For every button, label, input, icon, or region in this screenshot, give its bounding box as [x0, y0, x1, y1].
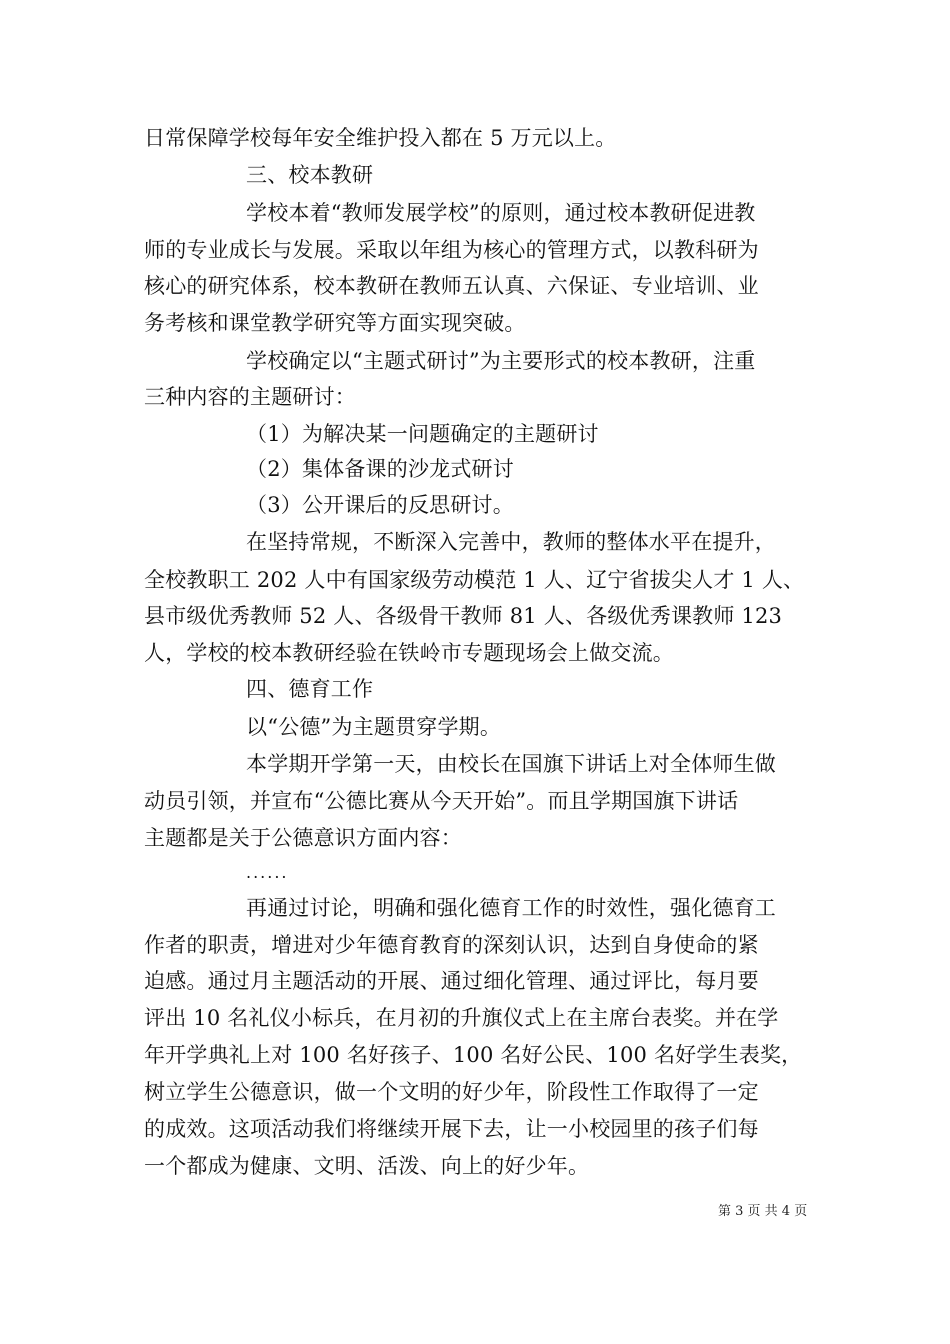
body-line: 的成效。这项活动我们将继续开展下去，让一小校园里的孩子们每 — [144, 1117, 759, 1141]
body-line: 主题都是关于公德意识方面内容： — [144, 826, 462, 850]
body-line: 年开学典礼上对 100 名好孩子、100 名好公民、100 名好学生表奖， — [144, 1043, 803, 1067]
body-line: 迫感。通过月主题活动的开展、通过细化管理、通过评比，每月要 — [144, 969, 759, 993]
body-line: 务考核和课堂教学研究等方面实现突破。 — [144, 311, 526, 335]
paragraph-first-line: 学校确定以“主题式研讨”为主要形式的校本教研，注重 — [246, 349, 756, 373]
ellipsis-line: ...... — [246, 863, 289, 882]
paragraph-first-line: 本学期开学第一天，由校长在国旗下讲话上对全体师生做 — [246, 752, 776, 776]
body-line: 核心的研究体系，校本教研在教师五认真、六保证、专业培训、业 — [144, 274, 759, 298]
body-line: 一个都成为健康、文明、活泼、向上的好少年。 — [144, 1154, 590, 1178]
section-heading: 四、德育工作 — [246, 677, 374, 701]
body-line: 树立学生公德意识，做一个文明的好少年，阶段性工作取得了一定 — [144, 1080, 759, 1104]
paragraph-first-line: 以“公德”为主题贯穿学期。 — [246, 715, 502, 739]
body-line: 日常保障学校每年安全维护投入都在 5 万元以上。 — [144, 126, 617, 150]
list-item: （3）公开课后的反思研讨。 — [246, 493, 514, 517]
page-number: 第 3 页 共 4 页 — [718, 1204, 808, 1219]
paragraph-first-line: 再通过讨论，明确和强化德育工作的时效性，强化德育工 — [246, 896, 776, 920]
body-line: 人，学校的校本教研经验在铁岭市专题现场会上做交流。 — [144, 641, 674, 665]
body-line: 全校教职工 202 人中有国家级劳动模范 1 人、辽宁省拔尖人才 1 人、 — [144, 568, 805, 592]
body-line: 作者的职责，增进对少年德育教育的深刻认识，达到自身使命的紧 — [144, 933, 759, 957]
paragraph-first-line: 学校本着“教师发展学校”的原则，通过校本教研促进教 — [246, 201, 756, 225]
body-line: 三种内容的主题研讨： — [144, 385, 356, 409]
body-line: 动员引领，并宣布“公德比赛从今天开始”。而且学期国旗下讲话 — [144, 789, 739, 813]
body-line: 县市级优秀教师 52 人、各级骨干教师 81 人、各级优秀课教师 123 — [144, 604, 783, 628]
body-line: 师的专业成长与发展。采取以年组为核心的管理方式，以教科研为 — [144, 238, 759, 262]
section-heading: 三、校本教研 — [246, 163, 374, 187]
paragraph-first-line: 在坚持常规，不断深入完善中，教师的整体水平在提升， — [246, 530, 776, 554]
list-item: （1）为解决某一问题确定的主题研讨 — [246, 422, 599, 446]
body-line: 评出 10 名礼仪小标兵，在月初的升旗仪式上在主席台表奖。并在学 — [144, 1006, 779, 1030]
list-item: （2）集体备课的沙龙式研讨 — [246, 457, 514, 481]
